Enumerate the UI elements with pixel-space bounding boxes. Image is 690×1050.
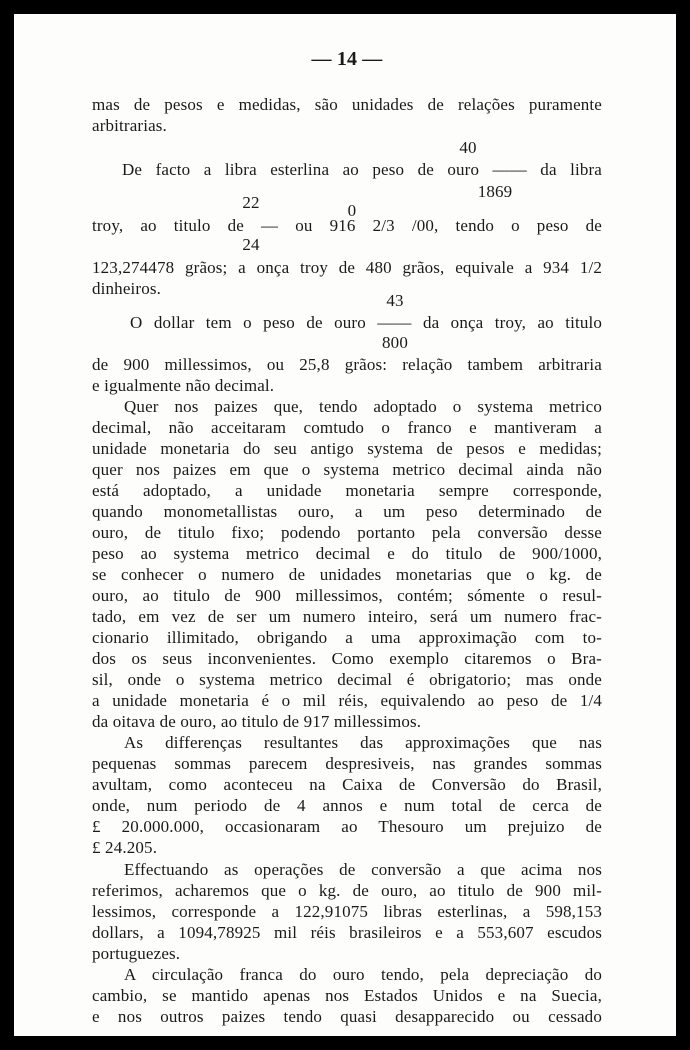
text-line: As differenças resultantes das approximações que nas: [124, 733, 602, 752]
text-line: mas de pesos e medidas, são unidades de relações puramente: [92, 95, 602, 114]
text-line: cionario illimitado, obrigando a uma approximação com to-: [92, 628, 602, 647]
text-line: avultam, como aconteceu na Caixa de Conversão do Brasil,: [92, 775, 602, 794]
text-line: dos os seus inconvenientes. Como exemplo citaremos o Bra-: [92, 649, 602, 668]
text-line: tado, em vez de ser um numero inteiro, será um numero frac-: [92, 607, 602, 626]
text-line: pequenas sommas parecem despresiveis, nas grandes sommas: [92, 754, 602, 773]
text-line: dinheiros.: [92, 279, 162, 298]
text-line: ouro, de titulo fixo; podendo portanto pela conversão desse: [92, 523, 602, 542]
text-line: decimal, não acceitaram comtudo o franco e mantiveram a: [92, 418, 602, 437]
text-line: cambio, se mantido apenas nos Estados Unidos e na Suecia,: [92, 986, 602, 1005]
text-line: e igualmente não decimal.: [92, 376, 275, 395]
text-line: peso ao systema metrico decimal e do titulo de 900/1000,: [92, 544, 602, 563]
text-line: troy, ao titulo de — ou 916 2/3 /00, tendo o peso de: [92, 216, 602, 235]
text-line: de 900 millessimos, ou 25,8 grãos: relação tambem arbitraria: [92, 355, 602, 374]
fraction-denominator: 800: [382, 333, 408, 352]
text-line: lessimos, corresponde a 122,91075 libras esterlinas, a 598,153: [92, 902, 602, 921]
fraction-numerator: 0: [347, 201, 357, 220]
text-line: 123,274478 grãos; a onça troy de 480 grãos, equivale a 934 1/2: [92, 258, 602, 277]
text-line: unidade monetaria do seu antigo systema de pesos e medidas;: [92, 439, 602, 458]
text-line: A circulação franca do ouro tendo, pela depreciação do: [124, 965, 602, 984]
text-line: £ 20.000.000, occasionaram ao Thesouro um prejuizo de: [92, 817, 602, 836]
text-line: onde, num periodo de 4 annos e num total de cerca de: [92, 796, 602, 815]
text-line: e nos outros paizes tendo quasi desapparecido ou cessado: [92, 1007, 602, 1026]
page-number: — 14 —: [311, 48, 383, 70]
text-line: da oitava de ouro, ao titulo de 917 millessimos.: [92, 712, 422, 731]
text-line: £ 24.205.: [92, 838, 158, 857]
text-line: Effectuando as operações de conversão a que acima nos: [124, 860, 602, 879]
scanned-page: [14, 14, 676, 1036]
text-line: dollars, a 1094,78925 mil réis brasileiros e a 553,607 escudos: [92, 923, 602, 942]
text-line: arbitrarias.: [92, 116, 167, 135]
fraction-numerator: 43: [386, 291, 404, 310]
fraction-numerator: 40: [459, 138, 477, 157]
fraction-denominator: 1869: [477, 182, 513, 201]
fraction-denominator: 24: [242, 235, 260, 254]
text-line: a unidade monetaria é o mil réis, equivalendo ao peso de 1/4: [92, 691, 602, 710]
text-line: sil, onde o systema metrico decimal é obrigatorio; mas onde: [92, 670, 602, 689]
text-line: portuguezes.: [92, 944, 181, 963]
text-line: O dollar tem o peso de ouro —— da onça troy, ao titulo: [130, 313, 602, 332]
text-line: ouro, ao titulo de 900 millessimos, contém; sómente o resul-: [92, 586, 602, 605]
fraction-numerator: 22: [242, 193, 260, 212]
text-line: referimos, acharemos que o kg. de ouro, ao titulo de 900 mil-: [92, 881, 602, 900]
text-line: Quer nos paizes que, tendo adoptado o systema metrico: [124, 397, 602, 416]
text-line: quer nos paizes em que o systema metrico decimal ainda não: [92, 460, 602, 479]
text-line: quando monometallistas ouro, a um peso determinado de: [92, 502, 602, 521]
text-line: está adoptado, a unidade monetaria sempre corresponde,: [92, 481, 602, 500]
text-line: se conhecer o numero de unidades monetarias que o kg. de: [92, 565, 602, 584]
text-line: De facto a libra esterlina ao peso de ouro —— da libra: [122, 160, 602, 179]
